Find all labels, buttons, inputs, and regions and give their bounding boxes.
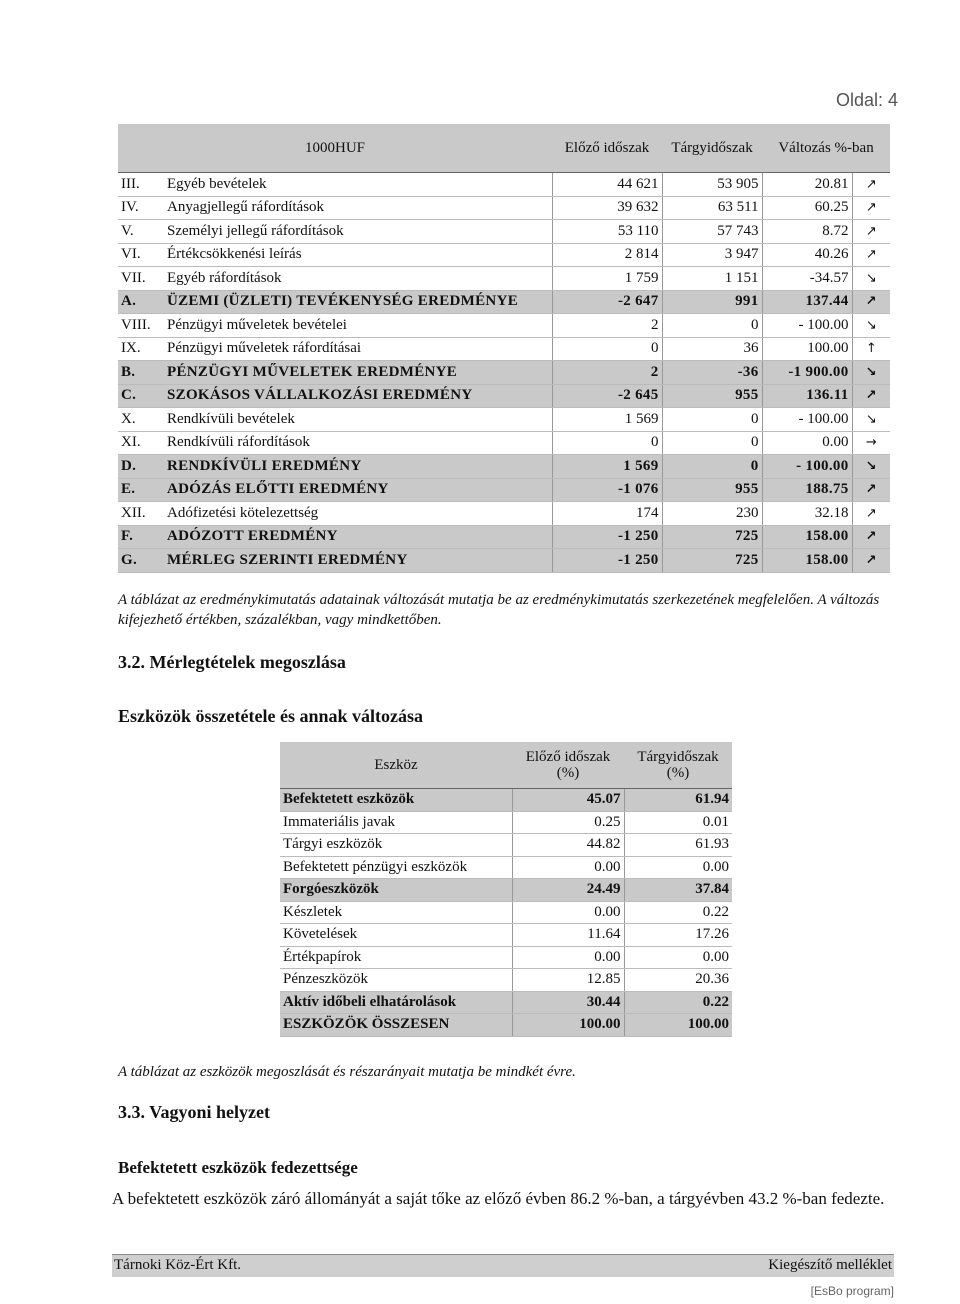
row-label: MÉRLEG SZERINTI EREDMÉNY — [164, 549, 552, 573]
assets-note: A táblázat az eszközök megoszlását és részarányait mutatja be mindkét évre. — [118, 1064, 576, 1080]
row-current-value: 63 511 — [662, 196, 762, 220]
results-row — [118, 173, 890, 197]
asset-current-percent: 0.00 — [624, 856, 732, 879]
section-33-title: 3.3. Vagyoni helyzet — [118, 1102, 271, 1122]
results-note: A táblázat az eredménykimutatás adatainak változását mutatja be az eredménykimutatás szerkezetének megfelelően. A változás kifejezhető értékben, százalékban, vagy mindkettőben. — [118, 592, 880, 628]
row-current-value: 36 — [662, 337, 762, 361]
row-label: ÜZEMI (ÜZLETI) TEVÉKENYSÉG EREDMÉNYE — [164, 290, 552, 314]
row-change-percent: 0.00 — [762, 431, 852, 455]
row-label: PÉNZÜGYI MŰVELETEK EREDMÉNYE — [164, 361, 552, 385]
row-change-percent: 8.72 — [762, 220, 852, 244]
asset-label: Pénzeszközök — [280, 969, 512, 992]
assets-row — [280, 924, 732, 947]
row-current-value: 57 743 — [662, 220, 762, 244]
row-previous-value: -1 250 — [552, 525, 662, 549]
asset-current-percent: 61.93 — [624, 834, 732, 857]
assets-row — [280, 879, 732, 902]
page-number: Oldal: 4 — [836, 90, 899, 110]
trend-arrow-icon: ↘ — [852, 408, 890, 432]
asset-previous-percent: 100.00 — [512, 1014, 624, 1037]
assets-row — [280, 811, 732, 834]
trend-arrow-icon: ↗ — [852, 549, 890, 573]
results-row — [118, 384, 890, 408]
row-code: X. — [118, 408, 164, 432]
trend-arrow-icon: → — [852, 431, 890, 455]
asset-previous-percent: 24.49 — [512, 879, 624, 902]
results-row — [118, 243, 890, 267]
row-change-percent: - 100.00 — [762, 455, 852, 479]
results-row — [118, 337, 890, 361]
asset-previous-percent: 0.00 — [512, 946, 624, 969]
row-change-percent: 137.44 — [762, 290, 852, 314]
row-current-value: 3 947 — [662, 243, 762, 267]
row-current-value: 0 — [662, 314, 762, 338]
row-change-percent: 158.00 — [762, 549, 852, 573]
row-previous-value: 2 — [552, 314, 662, 338]
row-previous-value: 1 569 — [552, 408, 662, 432]
results-row — [118, 549, 890, 573]
assets-row — [280, 991, 732, 1014]
asset-previous-percent: 0.25 — [512, 811, 624, 834]
assets-header-item: Eszköz — [280, 742, 512, 789]
results-header-row — [118, 124, 890, 173]
row-label: Személyi jellegű ráfordítások — [164, 220, 552, 244]
row-code: IV. — [118, 196, 164, 220]
assets-row — [280, 789, 732, 812]
row-change-percent: - 100.00 — [762, 408, 852, 432]
row-code: VII. — [118, 267, 164, 291]
asset-previous-percent: 45.07 — [512, 789, 624, 812]
results-row — [118, 314, 890, 338]
trend-arrow-icon: ↗ — [852, 525, 890, 549]
header-previous-period: Előző időszak — [552, 124, 662, 173]
row-label: Rendkívüli ráfordítások — [164, 431, 552, 455]
trend-arrow-icon: ↗ — [852, 220, 890, 244]
trend-arrow-icon: ↘ — [852, 314, 890, 338]
row-previous-value: -2 647 — [552, 290, 662, 314]
row-code: III. — [118, 173, 164, 197]
asset-label: Befektetett eszközök — [280, 789, 512, 812]
row-previous-value: 2 814 — [552, 243, 662, 267]
row-previous-value: 1 569 — [552, 455, 662, 479]
assets-row — [280, 1014, 732, 1037]
footer-program: [EsBo program] — [810, 1284, 894, 1298]
asset-label: Forgóeszközök — [280, 879, 512, 902]
asset-previous-percent: 12.85 — [512, 969, 624, 992]
trend-arrow-icon: ↘ — [852, 361, 890, 385]
row-change-percent: 20.81 — [762, 173, 852, 197]
results-row — [118, 408, 890, 432]
asset-current-percent: 100.00 — [624, 1014, 732, 1037]
row-previous-value: 174 — [552, 502, 662, 526]
row-change-percent: -1 900.00 — [762, 361, 852, 385]
row-change-percent: 158.00 — [762, 525, 852, 549]
asset-label: Értékpapírok — [280, 946, 512, 969]
trend-arrow-icon: ↗ — [852, 478, 890, 502]
assets-row — [280, 969, 732, 992]
asset-previous-percent: 0.00 — [512, 856, 624, 879]
row-code: V. — [118, 220, 164, 244]
assets-row — [280, 856, 732, 879]
asset-label: Tárgyi eszközök — [280, 834, 512, 857]
row-previous-value: -1 250 — [552, 549, 662, 573]
row-change-percent: 60.25 — [762, 196, 852, 220]
row-previous-value: 1 759 — [552, 267, 662, 291]
row-current-value: 0 — [662, 431, 762, 455]
results-row — [118, 478, 890, 502]
row-previous-value: -1 076 — [552, 478, 662, 502]
row-code: E. — [118, 478, 164, 502]
row-label: ADÓZOTT EREDMÉNY — [164, 525, 552, 549]
row-code: A. — [118, 290, 164, 314]
asset-current-percent: 61.94 — [624, 789, 732, 812]
assets-header-current: Tárgyidőszak (%) — [624, 742, 732, 789]
results-row — [118, 361, 890, 385]
assets-row — [280, 834, 732, 857]
row-code: F. — [118, 525, 164, 549]
row-previous-value: 0 — [552, 431, 662, 455]
asset-current-percent: 0.01 — [624, 811, 732, 834]
trend-arrow-icon: ↑ — [852, 337, 890, 361]
row-code: VIII. — [118, 314, 164, 338]
row-label: Anyagjellegű ráfordítások — [164, 196, 552, 220]
results-row — [118, 196, 890, 220]
row-label: ADÓZÁS ELŐTTI EREDMÉNY — [164, 478, 552, 502]
results-row — [118, 290, 890, 314]
row-current-value: 955 — [662, 478, 762, 502]
row-previous-value: 0 — [552, 337, 662, 361]
assets-header-previous: Előző időszak (%) — [512, 742, 624, 789]
row-label: Egyéb ráfordítások — [164, 267, 552, 291]
results-row — [118, 267, 890, 291]
section-32-title: 3.2. Mérlegtételek megoszlása — [118, 652, 346, 672]
asset-previous-percent: 0.00 — [512, 901, 624, 924]
asset-label: Aktív időbeli elhatárolások — [280, 991, 512, 1014]
trend-arrow-icon: ↗ — [852, 173, 890, 197]
row-label: Egyéb bevételek — [164, 173, 552, 197]
asset-previous-percent: 11.64 — [512, 924, 624, 947]
row-change-percent: 32.18 — [762, 502, 852, 526]
row-label: RENDKÍVÜLI EREDMÉNY — [164, 455, 552, 479]
asset-current-percent: 37.84 — [624, 879, 732, 902]
row-label: Pénzügyi műveletek bevételei — [164, 314, 552, 338]
trend-arrow-icon: ↗ — [852, 502, 890, 526]
row-current-value: 991 — [662, 290, 762, 314]
header-current-period: Tárgyidőszak — [662, 124, 762, 173]
row-change-percent: - 100.00 — [762, 314, 852, 338]
assets-subtitle: Eszközök összetétele és annak változása — [118, 706, 423, 726]
row-code: G. — [118, 549, 164, 573]
asset-label: ESZKÖZÖK ÖSSZESEN — [280, 1014, 512, 1037]
row-label: Rendkívüli bevételek — [164, 408, 552, 432]
row-change-percent: 136.11 — [762, 384, 852, 408]
trend-arrow-icon: ↗ — [852, 196, 890, 220]
row-current-value: 725 — [662, 525, 762, 549]
results-row — [118, 455, 890, 479]
results-row — [118, 220, 890, 244]
footer-company: Tárnoki Köz-Ért Kft. — [114, 1257, 242, 1273]
asset-current-percent: 0.22 — [624, 991, 732, 1014]
trend-arrow-icon: ↗ — [852, 290, 890, 314]
row-current-value: -36 — [662, 361, 762, 385]
row-code: C. — [118, 384, 164, 408]
header-unit: 1000HUF — [118, 124, 552, 173]
header-change-percent: Változás %-ban — [762, 124, 890, 173]
footer-bar — [112, 1254, 894, 1277]
assets-row — [280, 946, 732, 969]
results-row — [118, 431, 890, 455]
trend-arrow-icon: ↘ — [852, 455, 890, 479]
asset-label: Immateriális javak — [280, 811, 512, 834]
row-current-value: 1 151 — [662, 267, 762, 291]
assets-table — [280, 742, 732, 1037]
row-label: SZOKÁSOS VÁLLALKOZÁSI EREDMÉNY — [164, 384, 552, 408]
asset-current-percent: 20.36 — [624, 969, 732, 992]
coverage-text: A befektetett eszközök záró állományát a saját tőke az előző évben 86.2 %-ban, a tárgyévben 43.2 %-ban fedezte. — [112, 1189, 885, 1208]
row-code: D. — [118, 455, 164, 479]
row-current-value: 53 905 — [662, 173, 762, 197]
row-current-value: 0 — [662, 455, 762, 479]
results-table — [118, 124, 890, 573]
row-code: IX. — [118, 337, 164, 361]
row-label: Értékcsökkenési leírás — [164, 243, 552, 267]
asset-label: Befektetett pénzügyi eszközök — [280, 856, 512, 879]
row-previous-value: 2 — [552, 361, 662, 385]
coverage-subtitle: Befektetett eszközök fedezettsége — [118, 1158, 358, 1177]
row-change-percent: 188.75 — [762, 478, 852, 502]
asset-current-percent: 0.00 — [624, 946, 732, 969]
row-previous-value: 39 632 — [552, 196, 662, 220]
row-change-percent: 100.00 — [762, 337, 852, 361]
row-label: Adófizetési kötelezettség — [164, 502, 552, 526]
asset-label: Készletek — [280, 901, 512, 924]
asset-previous-percent: 30.44 — [512, 991, 624, 1014]
row-code: VI. — [118, 243, 164, 267]
row-change-percent: 40.26 — [762, 243, 852, 267]
results-row — [118, 502, 890, 526]
asset-previous-percent: 44.82 — [512, 834, 624, 857]
trend-arrow-icon: ↗ — [852, 384, 890, 408]
row-previous-value: -2 645 — [552, 384, 662, 408]
assets-row — [280, 901, 732, 924]
asset-current-percent: 0.22 — [624, 901, 732, 924]
row-label: Pénzügyi műveletek ráfordításai — [164, 337, 552, 361]
trend-arrow-icon: ↘ — [852, 267, 890, 291]
asset-current-percent: 17.26 — [624, 924, 732, 947]
footer-doc-type: Kiegészítő melléklet — [768, 1257, 892, 1273]
row-previous-value: 53 110 — [552, 220, 662, 244]
row-current-value: 725 — [662, 549, 762, 573]
row-change-percent: -34.57 — [762, 267, 852, 291]
row-code: XI. — [118, 431, 164, 455]
row-current-value: 230 — [662, 502, 762, 526]
row-code: B. — [118, 361, 164, 385]
asset-label: Követelések — [280, 924, 512, 947]
row-current-value: 955 — [662, 384, 762, 408]
row-code: XII. — [118, 502, 164, 526]
assets-header-row — [280, 742, 732, 789]
results-row — [118, 525, 890, 549]
row-previous-value: 44 621 — [552, 173, 662, 197]
trend-arrow-icon: ↗ — [852, 243, 890, 267]
row-current-value: 0 — [662, 408, 762, 432]
